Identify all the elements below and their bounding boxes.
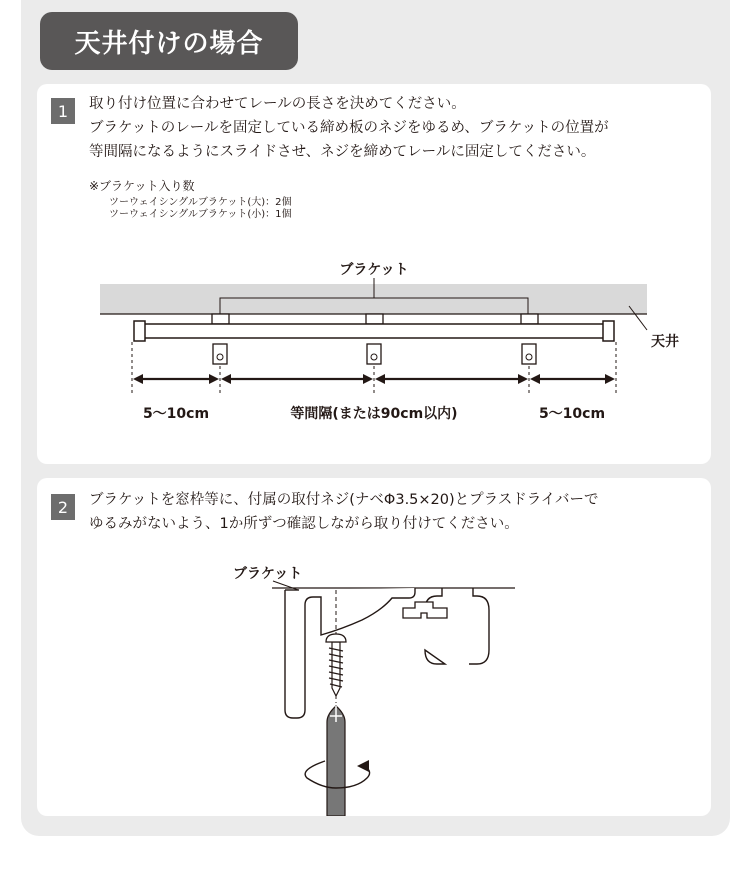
step-2-number: 2 xyxy=(51,494,75,520)
rail-profile xyxy=(425,588,489,664)
bracket-count-note-title: ※ブラケット入り数 xyxy=(89,179,195,193)
rotation-arrow-head xyxy=(357,760,369,772)
bracket-label: ブラケット xyxy=(233,566,303,582)
step-2-line-2: ゆるみがないよう、1か所ずつ確認しながら取り付けてください。 xyxy=(89,516,519,532)
step-2-card xyxy=(37,478,711,816)
end-spacing-left-label: 5～10cm xyxy=(142,406,210,422)
bracket-hanger-left xyxy=(213,344,227,364)
bracket-left-top xyxy=(212,314,229,324)
bracket-hanger-center xyxy=(367,344,381,364)
step-1-card xyxy=(37,84,711,464)
bracket-label: ブラケット xyxy=(339,262,409,278)
bracket-count-small: ツーウェイシングルブラケット(小)：1個 xyxy=(109,209,292,220)
rail-clip xyxy=(403,602,447,618)
step-1-line-1: 取り付け位置に合わせてレールの長さを決めてください。 xyxy=(89,96,466,112)
step-1-line-3: 等間隔になるようにスライドさせ、ネジを締めてレールに固定してください。 xyxy=(89,144,596,160)
bracket-mounting-diagram xyxy=(37,478,711,816)
bracket-hanger-right xyxy=(522,344,536,364)
bracket-center-top xyxy=(366,314,383,324)
rail-end-cap-right xyxy=(603,321,614,341)
step-2-line-1: ブラケットを窓枠等に、付属の取付ネジ(ナベΦ3.5×20)とプラスドライバーで xyxy=(89,492,599,508)
bracket-count-large: ツーウェイシングルブラケット(大)：2個 xyxy=(109,197,292,208)
middle-spacing-label: 等間隔(または90cm以内) xyxy=(290,406,458,422)
bracket-right-top xyxy=(521,314,538,324)
ceiling-label: 天井 xyxy=(651,334,679,350)
section-title: 天井付けの場合 xyxy=(40,12,298,70)
step-1-line-2: ブラケットのレールを固定している締め板のネジをゆるめ、ブラケットの位置が xyxy=(89,120,609,136)
bracket-body xyxy=(285,588,415,718)
end-spacing-right-label: 5～10cm xyxy=(538,406,606,422)
screw xyxy=(326,634,346,696)
step-1-number: 1 xyxy=(51,98,75,124)
rail xyxy=(144,324,604,338)
screwdriver xyxy=(327,706,345,816)
rail-layout-diagram xyxy=(37,84,711,464)
rail-end-cap-left xyxy=(134,321,145,341)
